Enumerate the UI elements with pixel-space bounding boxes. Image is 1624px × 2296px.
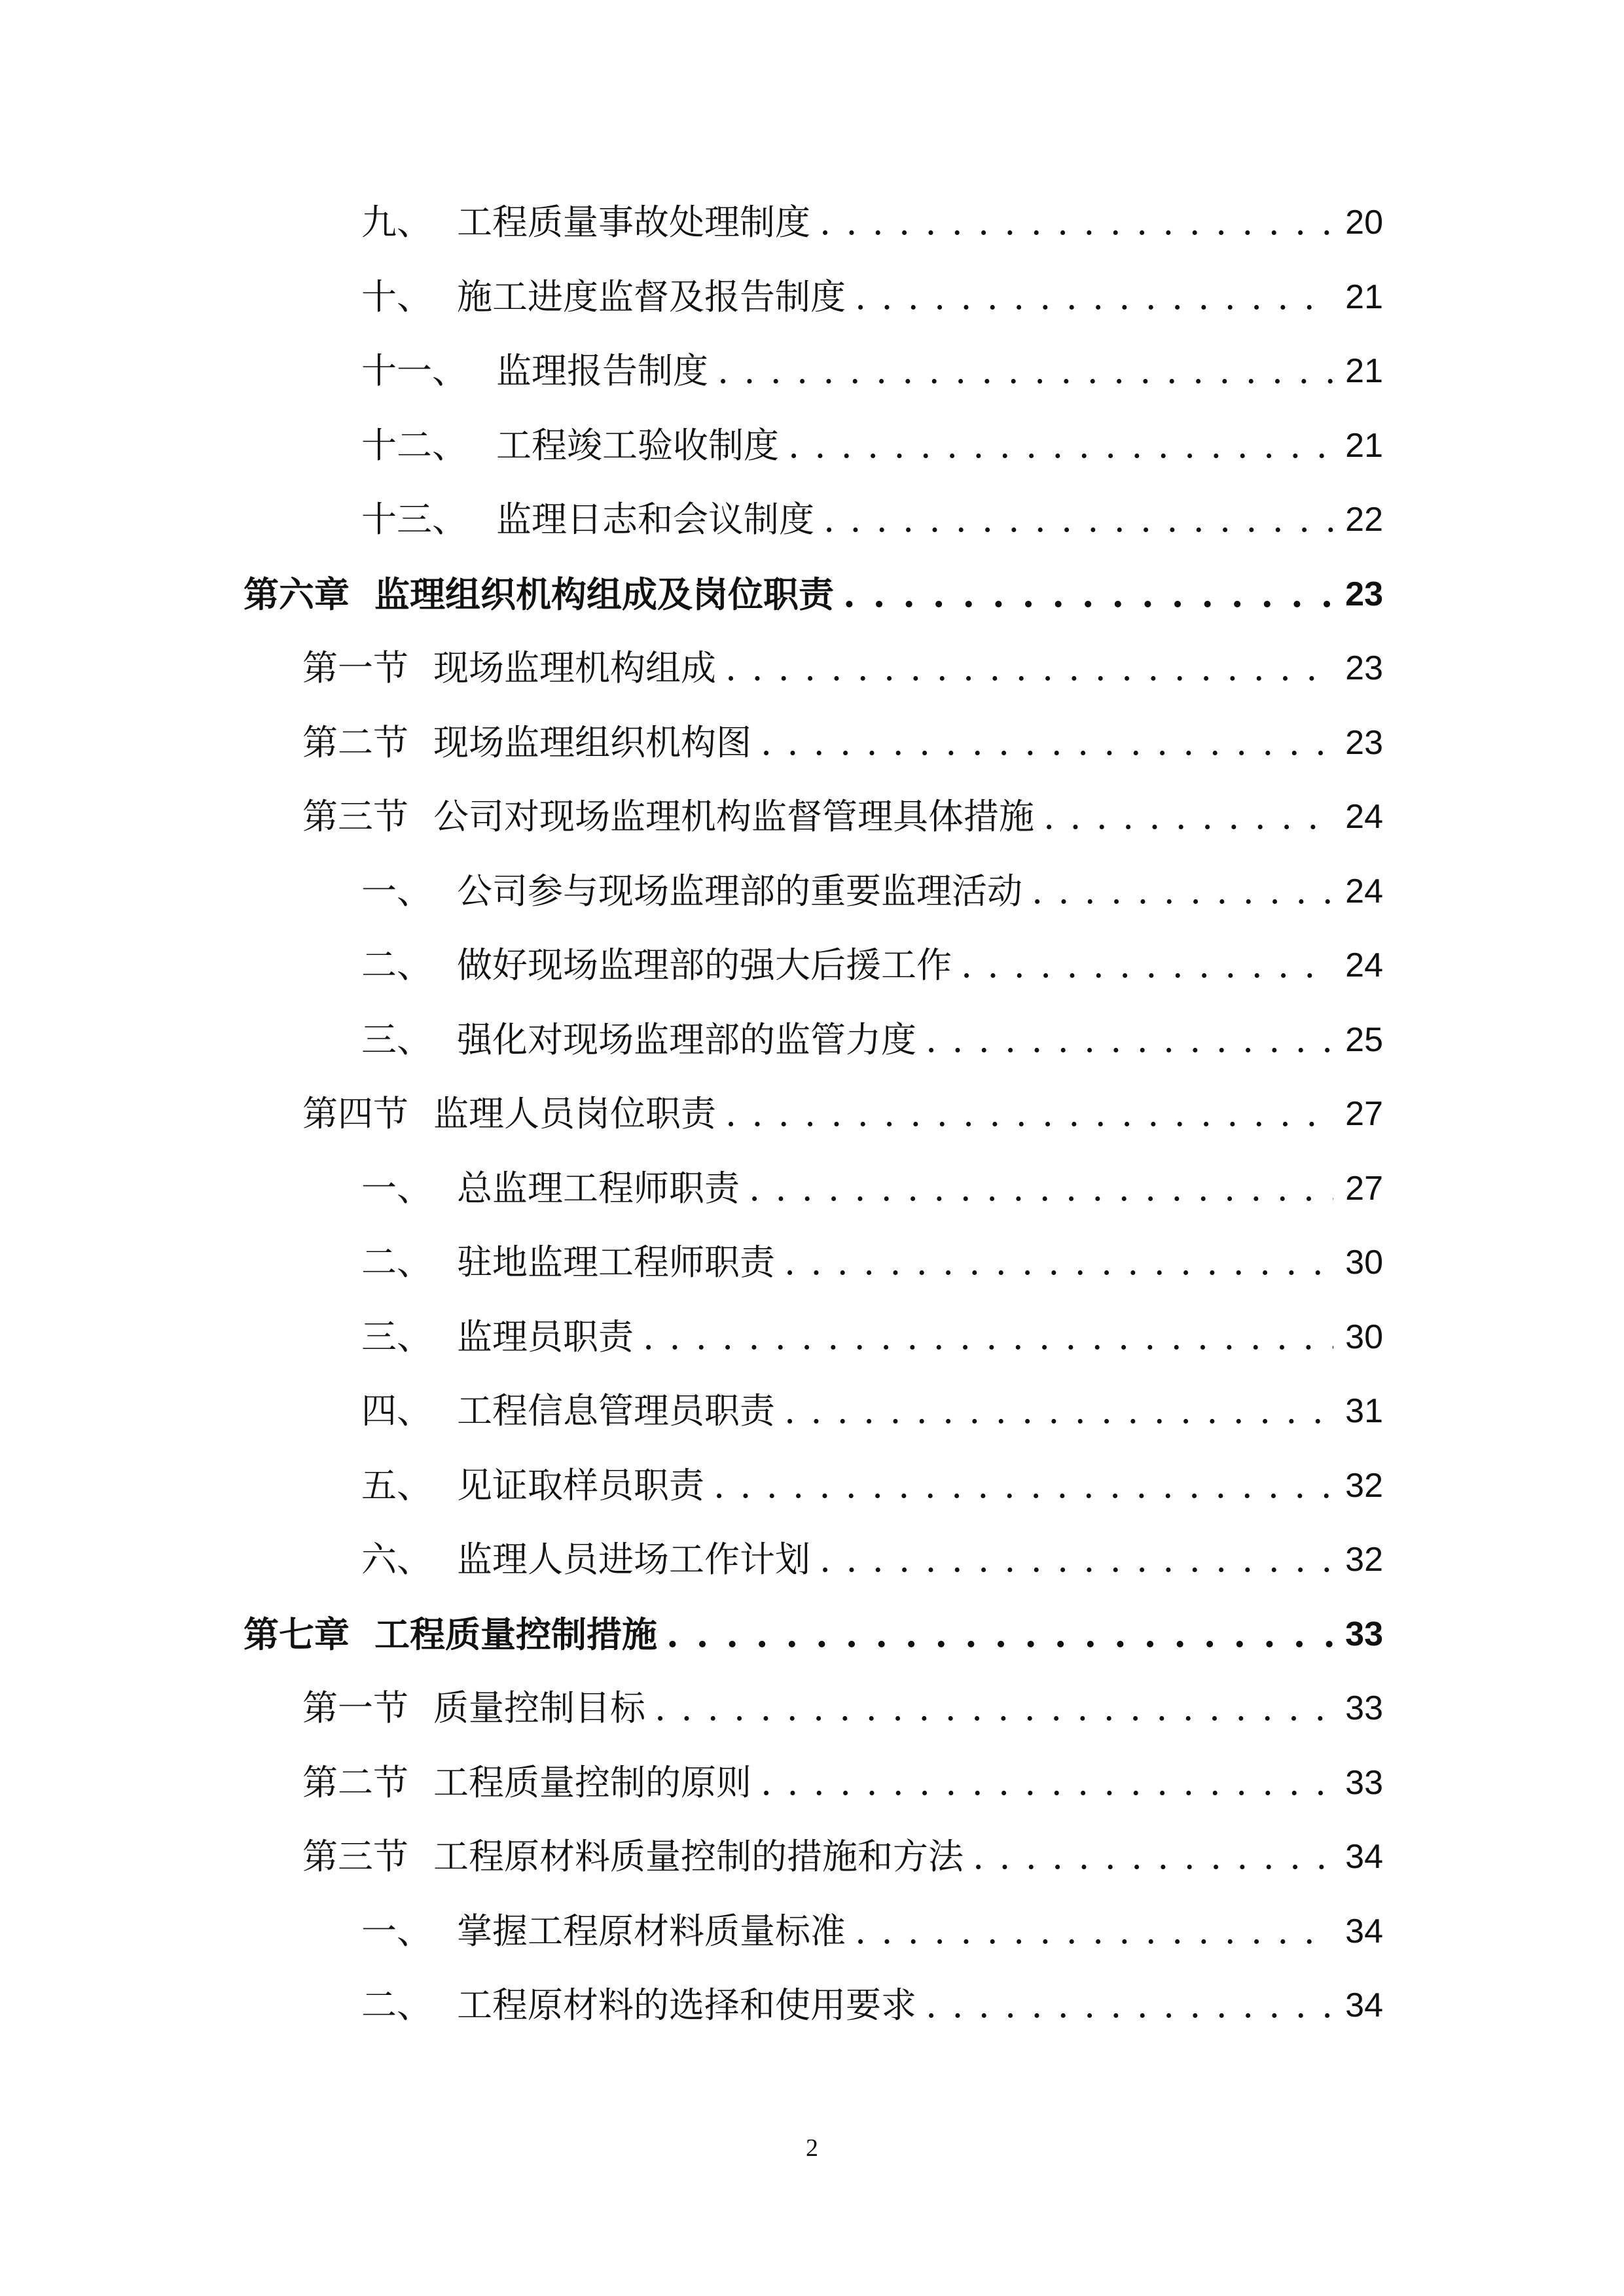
toc-entry-page: 24	[1345, 798, 1383, 836]
toc-entry-title: 强化对现场监理部的监管力度	[457, 1019, 916, 1060]
toc-entry-number: 二、	[361, 1984, 432, 2026]
toc-dot-leader	[717, 338, 1333, 404]
toc-entry-page: 30	[1345, 1244, 1383, 1282]
toc-entry-number: 一、	[361, 1910, 432, 1952]
toc-entry-title: 监理日志和会议制度	[496, 499, 814, 540]
toc-entry-number: 二、	[361, 1242, 432, 1283]
toc-entry-item[interactable]	[361, 487, 1383, 552]
toc-entry-title: 现场监理组织机构图	[433, 722, 751, 763]
toc-entry-number: 十二、	[361, 425, 467, 466]
toc-entry-title: 监理人员岗位职责	[433, 1093, 716, 1134]
toc-entry-title: 监理员职责	[457, 1316, 634, 1357]
toc-entry-number: 第一节	[302, 1687, 408, 1729]
toc-dot-leader	[823, 487, 1333, 552]
toc-entry-page: 24	[1345, 946, 1383, 984]
toc-entry-section[interactable]	[302, 1750, 1383, 1816]
toc-entry-item[interactable]	[361, 1973, 1383, 2038]
toc-dot-leader	[973, 1824, 1333, 1890]
toc-entry-title: 总监理工程师职责	[457, 1168, 740, 1209]
toc-entry-title: 公司对现场监理机构监督管理具体措施	[433, 796, 1034, 837]
toc-entry-page: 23	[1345, 724, 1383, 762]
toc-entry-item[interactable]	[361, 1378, 1383, 1444]
toc-entry-item[interactable]	[361, 933, 1383, 998]
toc-entry-title: 监理组织机构组成及岗位职责	[374, 573, 834, 615]
toc-entry-section[interactable]	[302, 1824, 1383, 1890]
toc-entry-title: 工程原材料质量控制的措施和方法	[433, 1836, 964, 1877]
toc-entry-title: 质量控制目标	[433, 1687, 645, 1729]
toc-entry-number: 九、	[361, 202, 432, 243]
toc-dot-leader	[643, 1304, 1333, 1370]
toc-entry-item[interactable]	[361, 1527, 1383, 1592]
toc-entry-number: 十三、	[361, 499, 467, 540]
toc-entry-item[interactable]	[361, 264, 1383, 330]
toc-entry-title: 工程原材料的选择和使用要求	[457, 1984, 916, 2026]
toc-dot-leader	[761, 710, 1333, 776]
toc-entry-page: 21	[1345, 352, 1383, 390]
toc-entry-item[interactable]	[361, 190, 1383, 255]
toc-entry-title: 掌握工程原材料质量标准	[457, 1910, 846, 1952]
toc-dot-leader	[843, 562, 1333, 627]
toc-entry-item[interactable]	[361, 413, 1383, 478]
toc-entry-page: 33	[1345, 1689, 1383, 1727]
toc-entry-item[interactable]	[361, 1304, 1383, 1370]
toc-dot-leader	[961, 933, 1333, 998]
toc-entry-item[interactable]	[361, 859, 1383, 924]
toc-dot-leader	[749, 1156, 1333, 1221]
toc-entry-page: 31	[1345, 1392, 1383, 1430]
toc-entry-item[interactable]	[361, 1899, 1383, 1964]
toc-entry-number: 第二节	[302, 722, 408, 763]
page-number: 2	[806, 2134, 818, 2162]
toc-dot-leader	[1043, 784, 1333, 850]
toc-entry-item[interactable]	[361, 1230, 1383, 1295]
toc-entry-section[interactable]	[302, 636, 1383, 701]
toc-entry-number: 三、	[361, 1316, 432, 1357]
toc-dot-leader	[855, 264, 1333, 330]
toc-entry-title: 工程质量控制措施	[374, 1613, 657, 1655]
toc-entry-number: 一、	[361, 1168, 432, 1209]
toc-dot-leader	[820, 190, 1333, 255]
toc-entry-number: 第三节	[302, 796, 408, 837]
toc-entry-page: 32	[1345, 1467, 1383, 1505]
toc-entry-title: 做好现场监理部的强大后援工作	[457, 944, 952, 986]
toc-entry-section[interactable]	[302, 784, 1383, 850]
toc-entry-page: 20	[1345, 204, 1383, 242]
toc-entry-page: 22	[1345, 501, 1383, 539]
toc-dot-leader	[855, 1899, 1333, 1964]
toc-entry-chapter[interactable]	[244, 1602, 1383, 1667]
toc-entry-item[interactable]	[361, 1453, 1383, 1518]
toc-entry-page: 23	[1345, 575, 1383, 613]
toc-entry-page: 27	[1345, 1170, 1383, 1208]
toc-dot-leader	[666, 1602, 1333, 1667]
toc-entry-title: 见证取样员职责	[457, 1465, 704, 1506]
toc-entry-item[interactable]	[361, 338, 1383, 404]
toc-entry-page: 21	[1345, 278, 1383, 316]
toc-entry-number: 十、	[361, 276, 432, 317]
toc-entry-number: 十一、	[361, 350, 467, 391]
toc-entry-title: 监理报告制度	[496, 350, 708, 391]
toc-dot-leader	[713, 1453, 1333, 1518]
toc-entry-title: 工程质量控制的原则	[433, 1762, 751, 1803]
toc-entry-number: 一、	[361, 870, 432, 912]
toc-entry-section[interactable]	[302, 1676, 1383, 1741]
toc-entry-page: 27	[1345, 1095, 1383, 1133]
toc-entry-page: 34	[1345, 1986, 1383, 2024]
toc-entry-number: 二、	[361, 944, 432, 986]
toc-entry-number: 第三节	[302, 1836, 408, 1877]
toc-entry-number: 四、	[361, 1390, 432, 1431]
toc-dot-leader	[761, 1750, 1333, 1816]
toc-entry-title: 公司参与现场监理部的重要监理活动	[457, 870, 1022, 912]
toc-entry-title: 工程竣工验收制度	[496, 425, 779, 466]
toc-entry-page: 25	[1345, 1021, 1383, 1059]
toc-dot-leader	[926, 1007, 1333, 1073]
toc-entry-item[interactable]	[361, 1156, 1383, 1221]
toc-dot-leader	[788, 413, 1333, 478]
toc-entry-page: 30	[1345, 1318, 1383, 1356]
toc-entry-number: 第六章	[244, 573, 350, 615]
toc-entry-title: 监理人员进场工作计划	[457, 1539, 810, 1580]
toc-entry-title: 现场监理机构组成	[433, 647, 716, 689]
toc-dot-leader	[926, 1973, 1333, 2038]
toc-entry-title: 工程质量事故处理制度	[457, 202, 810, 243]
toc-entry-page: 34	[1345, 1838, 1383, 1876]
toc-entry-number: 第七章	[244, 1613, 350, 1655]
toc-dot-leader	[784, 1230, 1333, 1295]
toc-dot-leader	[725, 636, 1333, 701]
toc-entry-page: 33	[1345, 1764, 1383, 1802]
toc-entry-number: 五、	[361, 1465, 432, 1506]
toc-entry-section[interactable]	[302, 710, 1383, 776]
toc-dot-leader	[820, 1527, 1333, 1592]
toc-dot-leader	[725, 1081, 1333, 1147]
toc-entry-number: 三、	[361, 1019, 432, 1060]
toc-entry-number: 第二节	[302, 1762, 408, 1803]
toc-dot-leader	[655, 1676, 1333, 1741]
toc-entry-page: 32	[1345, 1541, 1383, 1579]
toc-entry-number: 六、	[361, 1539, 432, 1580]
toc-entry-item[interactable]	[361, 1007, 1383, 1073]
toc-entry-chapter[interactable]	[244, 562, 1383, 627]
toc-entry-title: 驻地监理工程师职责	[457, 1242, 775, 1283]
toc-entry-page: 24	[1345, 872, 1383, 910]
toc-entry-title: 施工进度监督及报告制度	[457, 276, 846, 317]
toc-entry-page: 33	[1345, 1615, 1383, 1653]
toc-dot-leader	[1032, 859, 1333, 924]
toc-entry-section[interactable]	[302, 1081, 1383, 1147]
toc-entry-title: 工程信息管理员职责	[457, 1390, 775, 1431]
toc-entry-page: 34	[1345, 1912, 1383, 1950]
toc-entry-number: 第四节	[302, 1093, 408, 1134]
toc-entry-page: 23	[1345, 649, 1383, 687]
toc-entry-number: 第一节	[302, 647, 408, 689]
toc-entry-page: 21	[1345, 427, 1383, 465]
toc-dot-leader	[784, 1378, 1333, 1444]
